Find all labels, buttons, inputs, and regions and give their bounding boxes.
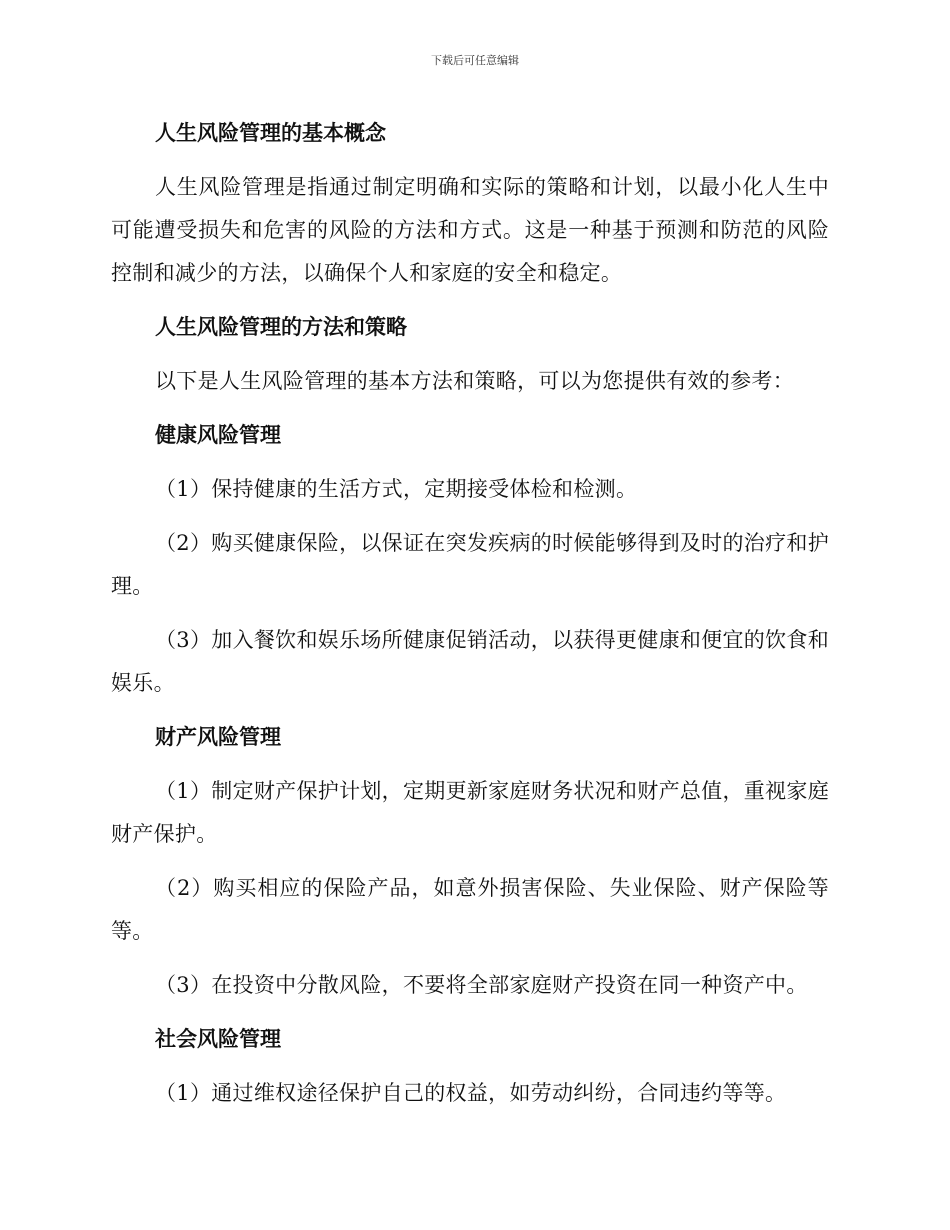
paragraph-definition: 人生风险管理是指通过制定明确和实际的策略和计划，以最小化人生中可能遭受损失和危害的风险的方法和方式。这是一种基于预测和防范的风险控制和减少的方法，以确保个人和家庭的安全和稳定。 — [111, 175, 829, 285]
section-heading-property: 财产风险管理 — [155, 725, 281, 749]
paragraph-intro: 以下是人生风险管理的基本方法和策略，可以为您提供有效的参考： — [155, 369, 794, 393]
list-item-health-1: （1）保持健康的生活方式，定期接受体检和检测。 — [155, 477, 638, 501]
list-item-social-1: （1）通过维权途径保护自己的权益，如劳动纠纷，合同违约等等。 — [155, 1081, 787, 1105]
section-heading-health: 健康风险管理 — [155, 423, 281, 447]
section-heading-basic-concept: 人生风险管理的基本概念 — [155, 121, 386, 145]
list-item-health-2: （2）购买健康保险，以保证在突发疾病的时候能够得到及时的治疗和护理。 — [111, 531, 829, 598]
document-body — [111, 112, 829, 1126]
list-item-property-1: （1）制定财产保护计划，定期更新家庭财务状况和财产总值，重视家庭财产保护。 — [111, 779, 829, 846]
section-heading-methods: 人生风险管理的方法和策略 — [155, 315, 407, 339]
page-header: 下载后可任意编辑 — [431, 54, 519, 67]
list-item-property-3: （3）在投资中分散风险，不要将全部家庭财产投资在同一种资产中。 — [155, 973, 808, 997]
list-item-property-2: （2）购买相应的保险产品，如意外损害保险、失业保险、财产保险等等。 — [111, 876, 829, 943]
section-heading-social: 社会风险管理 — [155, 1027, 281, 1051]
list-item-health-3: （3）加入餐饮和娱乐场所健康促销活动，以获得更健康和便宜的饮食和娱乐。 — [111, 628, 829, 695]
